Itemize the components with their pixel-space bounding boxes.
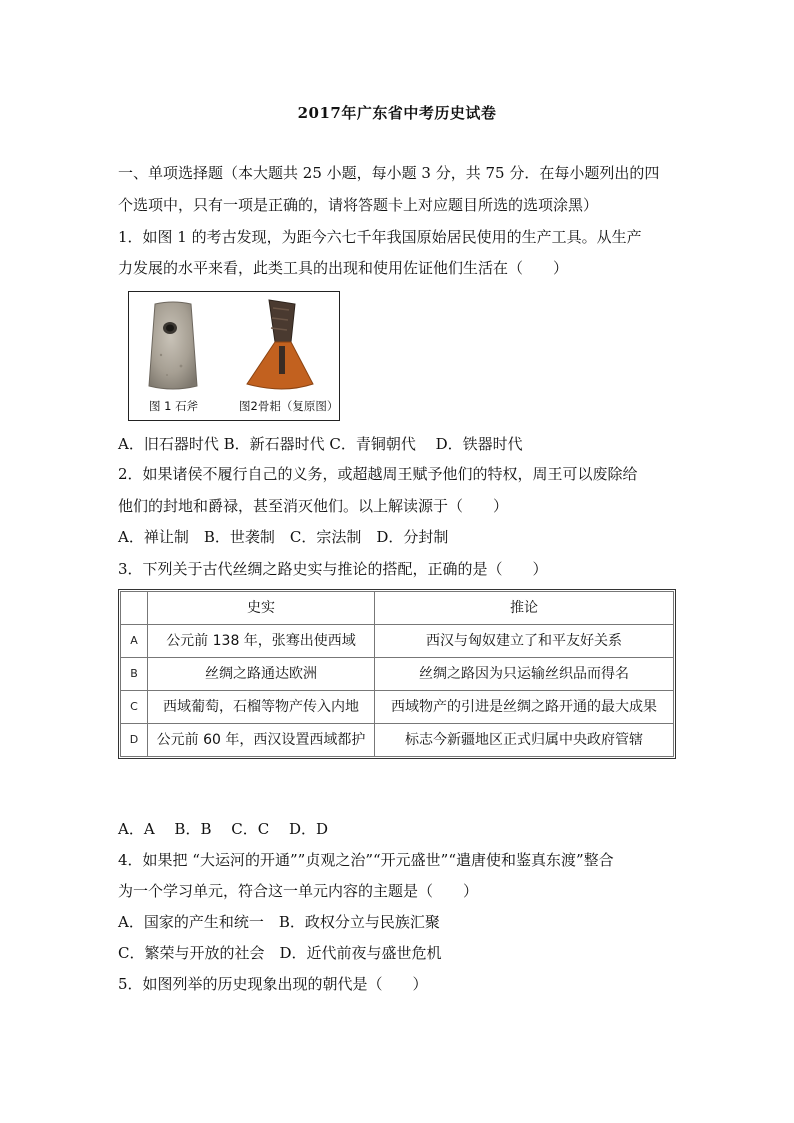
q2-stem-line-2: 他们的封地和爵禄，甚至消灭他们。以上解读源于（ ） — [118, 497, 509, 515]
q4-stem-line-2: 为一个学习单元，符合这一单元内容的主题是（ ） — [118, 882, 479, 900]
table-header-row — [121, 592, 674, 625]
q4-options-line-2: C．繁荣与开放的社会 D．近代前夜与盛世危机 — [118, 944, 442, 962]
table-header-cell: 史实 — [148, 592, 375, 625]
row-label: A — [121, 625, 148, 658]
q3-options: A．A B．B C．C D．D — [118, 820, 329, 838]
q4-options-line-1: A．国家的产生和统一 B．政权分立与民族汇聚 — [118, 913, 440, 931]
exam-title: 2017年广东省中考历史试卷 — [297, 104, 497, 122]
bone-spade-image — [235, 298, 321, 398]
q1-stem-line-1: 1．如图 1 的考古发现，为距今六七千年我国原始居民使用的生产工具。从生产 — [118, 228, 642, 246]
fact-cell: 公元前 138 年，张骞出使西域 — [148, 625, 375, 658]
table-header-cell: 推论 — [375, 592, 674, 625]
section-heading-line-1: 一、单项选择题（本大题共 25 小题，每小题 3 分，共 75 分．在每小题列出的四 — [118, 164, 660, 182]
q3-stem: 3．下列关于古代丝绸之路史实与推论的搭配，正确的是（ ） — [118, 560, 548, 578]
inference-cell: 西汉与匈奴建立了和平友好关系 — [375, 625, 674, 658]
row-label: D — [121, 724, 148, 757]
row-label: B — [121, 658, 148, 691]
q2-stem-line-1: 2．如果诸侯不履行自己的义务，或超越周王赋予他们的特权，周王可以废除给 — [118, 465, 638, 483]
q1-options: A．旧石器时代 B．新石器时代 C．青铜朝代 D．铁器时代 — [118, 435, 523, 453]
q3-table — [120, 591, 674, 757]
fact-cell: 公元前 60 年，西汉设置西域都护 — [148, 724, 375, 757]
q5-stem: 5．如图列举的历史现象出现的朝代是（ ） — [118, 975, 428, 993]
q1-figure — [128, 291, 340, 421]
figure-caption-stone-axe: 图 1 石斧 — [149, 399, 199, 413]
q4-stem-line-1: 4．如果把 “大运河的开通””贞观之治”“开元盛世”“遣唐使和鉴真东渡”整合 — [118, 851, 614, 869]
fact-cell: 丝绸之路通达欧洲 — [148, 658, 375, 691]
stone-axe-image — [143, 300, 203, 392]
section-heading-line-2: 个选项中，只有一项是正确的，请将答题卡上对应题目所选的选项涂黑） — [118, 196, 599, 214]
table-row — [121, 658, 674, 691]
table-row — [121, 724, 674, 757]
figure-caption-bone-spade: 图2骨耜（复原图） — [239, 399, 339, 413]
table-header-cell — [121, 592, 148, 625]
row-label: C — [121, 691, 148, 724]
table-row — [121, 691, 674, 724]
inference-cell: 西域物产的引进是丝绸之路开通的最大成果 — [375, 691, 674, 724]
inference-cell: 标志今新疆地区正式归属中央政府管辖 — [375, 724, 674, 757]
q1-stem-line-2: 力发展的水平来看，此类工具的出现和使用佐证他们生活在（ ） — [118, 259, 569, 277]
inference-cell: 丝绸之路因为只运输丝织品而得名 — [375, 658, 674, 691]
table-row — [121, 625, 674, 658]
fact-cell: 西域葡萄，石榴等物产传入内地 — [148, 691, 375, 724]
q2-options: A．禅让制 B．世袭制 C．宗法制 D．分封制 — [118, 528, 449, 546]
